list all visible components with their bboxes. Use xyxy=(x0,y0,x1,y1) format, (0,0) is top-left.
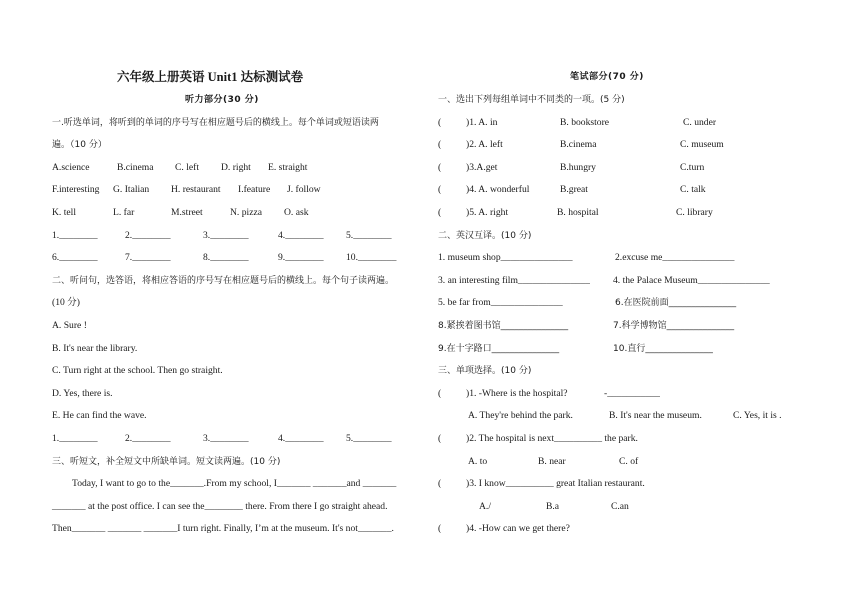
q2-instruction-line1: 二、听问句，选答语，将相应答语的序号写在相应题号后的横线上。每个句子读两遍。 xyxy=(52,276,395,286)
response-blank[interactable]: -___________ xyxy=(604,388,660,399)
translation-item[interactable]: 8.紧挨着图书馆_______________ xyxy=(438,321,569,331)
translation-item[interactable]: 10.直行_______________ xyxy=(613,344,713,354)
answer-blank[interactable]: 10.________ xyxy=(346,252,397,263)
answer-paren[interactable]: ( xyxy=(438,523,442,534)
choice-c: C. Yes, it is . xyxy=(733,410,782,421)
option-g: G. Italian xyxy=(113,184,150,195)
q3-passage-line1: Today, I want to go to the_______.From my school, I_______ _______and _______ xyxy=(72,478,397,489)
option-j: J. follow xyxy=(287,184,321,195)
answer-blank[interactable]: 9.________ xyxy=(278,252,324,263)
choice-a: )3.A.get xyxy=(466,162,498,173)
answer-paren[interactable]: ( xyxy=(438,139,442,150)
q2-answer-c: C. Turn right at the school. Then go straight. xyxy=(52,365,223,376)
q2-answer-d: D. Yes, there is. xyxy=(52,388,113,399)
choice-b: B.cinema xyxy=(560,139,597,150)
translation-item[interactable]: 1. museum shop_______________ xyxy=(438,252,573,263)
choice-a: )4. A. wonderful xyxy=(466,184,530,195)
translation-item[interactable]: 2.excuse me_______________ xyxy=(615,252,735,263)
choice-a: A./ xyxy=(479,501,491,512)
question-text: )1. -Where is the hospital? xyxy=(466,388,568,399)
translation-item[interactable]: 3. an interesting film_______________ xyxy=(438,275,590,286)
choice-b: B.hungry xyxy=(560,162,596,173)
option-b: B.cinema xyxy=(117,162,154,173)
question-text: )2. The hospital is next__________ the park. xyxy=(466,433,638,444)
question-text: )3. I know__________ great Italian restaurant. xyxy=(466,478,645,489)
answer-blank[interactable]: 8.________ xyxy=(203,252,249,263)
answer-paren[interactable]: ( xyxy=(438,162,442,173)
s2-instruction: 二、英汉互译。(10 分) xyxy=(438,231,532,241)
choice-c: C.turn xyxy=(680,162,705,173)
answer-blank[interactable]: 4.________ xyxy=(278,230,324,241)
choice-b: B. bookstore xyxy=(560,117,610,128)
choice-b: B. It's near the museum. xyxy=(609,410,702,421)
answer-blank[interactable]: 3.________ xyxy=(203,230,249,241)
answer-paren[interactable]: ( xyxy=(438,184,442,195)
translation-item[interactable]: 4. the Palace Museum_______________ xyxy=(613,275,770,286)
option-e: E. straight xyxy=(268,162,308,173)
exam-title: 六年级上册英语 Unit1 达标测试卷 xyxy=(117,70,304,84)
answer-blank[interactable]: 2.________ xyxy=(125,230,171,241)
option-o: O. ask xyxy=(284,207,309,218)
answer-blank[interactable]: 1.________ xyxy=(52,433,98,444)
q2-answer-a: A. Sure ! xyxy=(52,320,87,331)
option-k: K. tell xyxy=(52,207,76,218)
choice-a: A. to xyxy=(468,456,488,467)
choice-c: C.an xyxy=(611,501,629,512)
answer-blank[interactable]: 2.________ xyxy=(125,433,171,444)
option-i: I.feature xyxy=(238,184,271,195)
listening-section-heading: 听力部分(30 分) xyxy=(185,95,259,105)
option-l: L. far xyxy=(113,207,135,218)
s1-instruction: 一、选出下列每组单词中不同类的一项。(5 分) xyxy=(438,95,625,105)
choice-c: C. talk xyxy=(680,184,706,195)
option-c: C. left xyxy=(175,162,199,173)
answer-paren[interactable]: ( xyxy=(438,388,442,399)
choice-c: C. library xyxy=(676,207,713,218)
option-h: H. restaurant xyxy=(171,184,221,195)
answer-paren[interactable]: ( xyxy=(438,207,442,218)
choice-b: B.great xyxy=(560,184,588,195)
answer-paren[interactable]: ( xyxy=(438,478,442,489)
choice-a: )2. A. left xyxy=(466,139,503,150)
q2-instruction-line2: (10 分) xyxy=(52,297,80,308)
choice-a: )1. A. in xyxy=(466,117,498,128)
answer-blank[interactable]: 1.________ xyxy=(52,230,98,241)
question-text: )4. -How can we get there? xyxy=(466,523,570,534)
choice-b: B. hospital xyxy=(557,207,599,218)
q1-instruction-line1: 一.听选单词，将听到的单词的序号写在相应题号后的横线上。每个单词或短语读两 xyxy=(52,118,379,128)
translation-item[interactable]: 7.科学博物馆_______________ xyxy=(613,321,735,331)
translation-item[interactable]: 6.在医院前面_______________ xyxy=(615,298,737,308)
answer-blank[interactable]: 6.________ xyxy=(52,252,98,263)
choice-c: C. of xyxy=(619,456,639,467)
q1-instruction-line2: 遍。（10 分） xyxy=(52,140,107,150)
option-m: M.street xyxy=(171,207,203,218)
q2-answer-e: E. He can find the wave. xyxy=(52,410,147,421)
choice-a: )5. A. right xyxy=(466,207,509,218)
q3-instruction: 三、听短文，补全短文中所缺单词。短文读两遍。(10 分) xyxy=(52,457,281,467)
option-n: N. pizza xyxy=(230,207,262,218)
answer-blank[interactable]: 5.________ xyxy=(346,230,392,241)
q3-passage-line2: _______ at the post office. I can see the________ there. From there I go straight ahead. xyxy=(52,501,388,512)
choice-a: A. They're behind the park. xyxy=(468,410,573,421)
answer-blank[interactable]: 5.________ xyxy=(346,433,392,444)
choice-b: B.a xyxy=(546,501,560,512)
written-section-heading: 笔试部分(70 分) xyxy=(570,72,644,82)
q3-passage-line3: Then_______ _______ _______I turn right. Finally, I’m at the museum. It's not_______. xyxy=(52,523,394,534)
choice-c: C. under xyxy=(683,117,717,128)
translation-item[interactable]: 9.在十字路口_______________ xyxy=(438,344,560,354)
s3-instruction: 三、单项选择。(10 分) xyxy=(438,366,532,376)
answer-blank[interactable]: 4.________ xyxy=(278,433,324,444)
answer-paren[interactable]: ( xyxy=(438,433,442,444)
option-d: D. right xyxy=(221,162,251,173)
choice-b: B. near xyxy=(538,456,566,467)
choice-c: C. museum xyxy=(680,139,724,150)
answer-blank[interactable]: 3.________ xyxy=(203,433,249,444)
translation-item[interactable]: 5. be far from_______________ xyxy=(438,297,563,308)
q2-answer-b: B. It's near the library. xyxy=(52,343,138,354)
option-a: A.science xyxy=(52,162,90,173)
answer-blank[interactable]: 7.________ xyxy=(125,252,171,263)
option-f: F.interesting xyxy=(52,184,100,195)
answer-paren[interactable]: ( xyxy=(438,117,442,128)
